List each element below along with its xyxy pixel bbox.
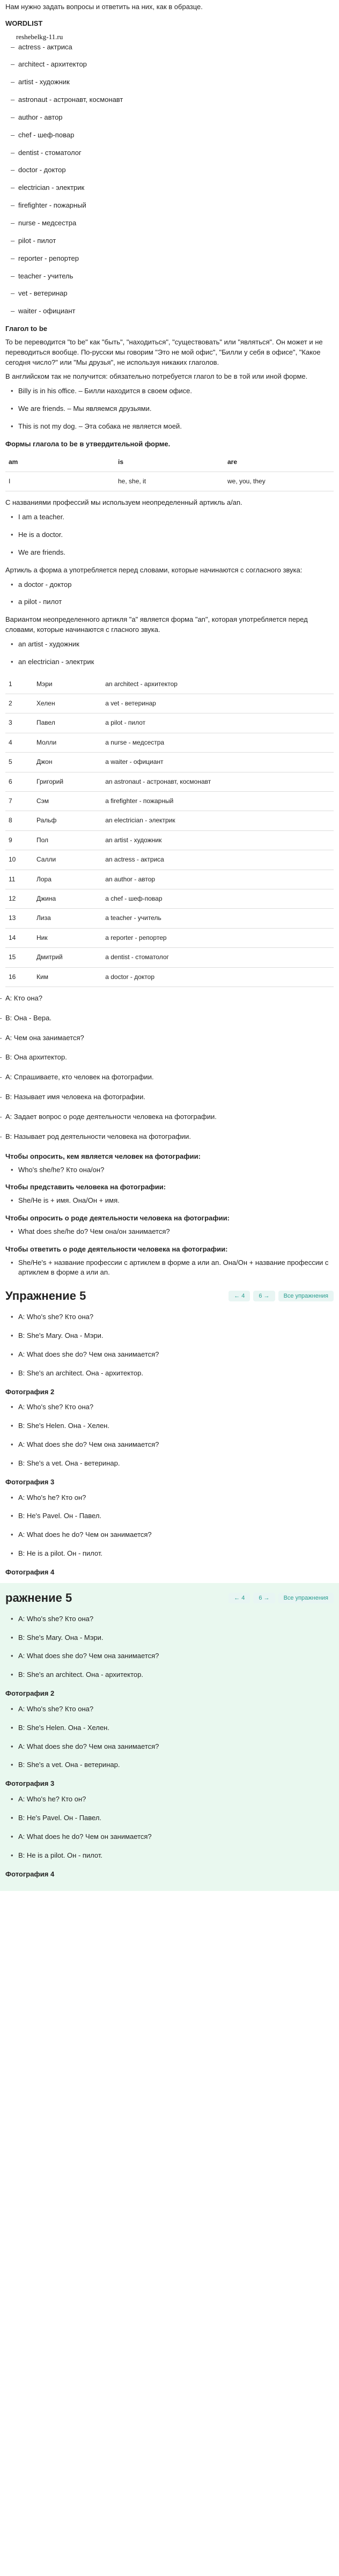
table-cell: Ким	[33, 967, 102, 987]
table-cell: Джина	[33, 889, 102, 908]
wordlist-title: WORDLIST	[5, 19, 43, 27]
table-cell: a firefighter - пожарный	[102, 792, 334, 811]
table-cell: a waiter - официант	[102, 753, 334, 772]
qa-line: – A: Спрашиваете, кто человек на фотографии.	[5, 1072, 334, 1083]
answer-line: • A: What does he do? Чем он занимается?	[18, 1530, 334, 1540]
table-cell: Мэри	[33, 675, 102, 694]
answer-line: • B: She's a vet. Она - ветеринар.	[18, 1459, 334, 1469]
qa-line: – B: Называет имя человека на фотографии.	[5, 1092, 334, 1102]
tobe-example: • Billy is in his office. – Билли находится в своем офисе.	[18, 386, 334, 396]
wordlist-item: – author - автор	[18, 113, 334, 123]
answer-line: • B: She's Mary. Она - Мэри.	[18, 1331, 334, 1341]
table-cell: 6	[5, 772, 33, 791]
tobe-paragraph: To be переводится "to be" как "быть", "находиться", "существовать" или "являться". Он может и не переводиться вообще. По-русски мы говорим "Это не мой офис", "Билли у себя в офисе", "Какое сегодня число?" или "Мы друзья", не используя никаких глаголов.	[5, 337, 323, 366]
table-cell: Сэм	[33, 792, 102, 811]
people-table	[5, 675, 334, 987]
wordlist-item: – waiter - официант	[18, 306, 334, 317]
table-row	[5, 967, 334, 987]
photo-2-answers	[5, 1402, 334, 1468]
all-exercises-button[interactable]: Все упражнения	[278, 1593, 334, 1603]
table-cell: 13	[5, 909, 33, 928]
next-exercise-button[interactable]: 6 →	[253, 1593, 275, 1603]
table-cell: an author - автор	[102, 870, 334, 889]
who-title: Чтобы опросить, кем является человек на фотографии:	[5, 1152, 201, 1160]
prev-exercise-button[interactable]: ← 4	[229, 1593, 250, 1603]
table-cell: Григорий	[33, 772, 102, 791]
table-row	[5, 928, 334, 947]
answer-line: • A: Who's she? Кто она?	[18, 1614, 334, 1624]
table-cell: 3	[5, 713, 33, 733]
answer-line: • B: She's an architect. Она - архитектор.	[18, 1368, 334, 1379]
answer-line: • B: She's an architect. Она - архитектор.	[18, 1670, 334, 1680]
table-cell: Лора	[33, 870, 102, 889]
table-row	[5, 753, 334, 772]
photo-2-title: Фотография 2	[5, 1387, 55, 1396]
forms-header-cell: are	[224, 453, 334, 472]
wordlist-item: – doctor - доктор	[18, 165, 334, 175]
table-row	[5, 675, 334, 694]
what-title: Чтобы опросить о роде деятельности человека на фотографии:	[5, 1214, 230, 1223]
table-cell: a dentist - стоматолог	[102, 948, 334, 967]
wordlist-item: – teacher - учитель	[18, 271, 334, 282]
exercise-title: ражнение 5	[5, 1591, 72, 1605]
answer-line: • B: He is a pilot. Он - пилот.	[18, 1549, 334, 1559]
answer-line: • B: She's Helen. Она - Хелен.	[18, 1723, 334, 1733]
wordlist-item: – vet - ветеринар	[18, 289, 334, 299]
photo-2-title: Фотография 2	[5, 1689, 55, 1698]
forms-cell: we, you, they	[224, 472, 334, 491]
table-row	[5, 713, 334, 733]
answer-line: • A: Who's he? Кто он?	[18, 1493, 334, 1503]
table-cell: a chef - шеф-повар	[102, 889, 334, 908]
answer-line: • A: What does she do? Чем она занимается?	[18, 1742, 334, 1752]
wordlist-item: – nurse - медсестра	[18, 218, 334, 229]
article-paragraph: Артикль a форма a употребляется перед словами, которые начинаются с согласного звука:	[5, 565, 303, 574]
table-cell: 16	[5, 967, 33, 987]
qa-line: – B: Она архитектор.	[5, 1053, 334, 1063]
table-cell: an electrician - электрик	[102, 811, 334, 830]
table-cell: 10	[5, 850, 33, 870]
table-cell: Джон	[33, 753, 102, 772]
table-row	[5, 850, 334, 870]
forms-title: Формы глагола to be в утвердительной форме.	[5, 439, 171, 448]
table-cell: Дмитрий	[33, 948, 102, 967]
present-item: • She/He is + имя. Она/Он + имя.	[18, 1196, 334, 1206]
table-cell: Павел	[33, 713, 102, 733]
table-cell: Лиза	[33, 909, 102, 928]
answer-line: • B: He's Pavel. Он - Павел.	[18, 1511, 334, 1521]
photo-3-title: Фотография 3	[5, 1477, 55, 1486]
exercise-nav	[5, 1287, 334, 1305]
article-example: • an artist - художник	[18, 639, 334, 650]
what-item: • What does she/he do? Чем она/он занимается?	[18, 1227, 334, 1237]
table-row	[5, 948, 334, 967]
qa-line: – A: Задает вопрос о роде деятельности человека на фотографии.	[5, 1112, 334, 1122]
answer-line: • A: What does she do? Чем она занимается?	[18, 1651, 334, 1661]
table-cell: 2	[5, 694, 33, 713]
present-title: Чтобы представить человека на фотографии:	[5, 1183, 166, 1191]
table-cell: 8	[5, 811, 33, 830]
table-cell: 1	[5, 675, 33, 694]
answer-line: • A: Who's she? Кто она?	[18, 1312, 334, 1322]
table-row	[5, 889, 334, 908]
table-row	[5, 733, 334, 752]
prof-example: • I am a teacher.	[18, 512, 334, 522]
tobe-paragraph: В английском так не получится: обязательно потребуется глагол to be в той или иной форме.	[5, 372, 308, 381]
wordlist-item: – architect - архитектор	[18, 60, 334, 70]
table-row	[5, 870, 334, 889]
intro-text: Нам нужно задать вопросы и ответить на них, как в образце.	[5, 3, 203, 11]
qa-list	[5, 993, 334, 1142]
table-cell: a pilot - пилот	[102, 713, 334, 733]
tobe-examples	[5, 386, 334, 432]
table-row	[5, 792, 334, 811]
answer-line: • A: What does he do? Чем он занимается?	[18, 1832, 334, 1842]
all-exercises-button[interactable]: Все упражнения	[278, 1291, 334, 1301]
wordlist-item: – artist - художник	[18, 77, 334, 87]
article-example: • an electrician - электрик	[18, 657, 334, 667]
wordlist-item: – actress - актриса	[18, 42, 334, 53]
table-cell: 5	[5, 753, 33, 772]
table-cell: an architect - архитектор	[102, 675, 334, 694]
watermark: reshebelkg-11.ru	[16, 32, 63, 41]
photo-4-title: Фотография 4	[5, 1567, 55, 1576]
table-cell: a teacher - учитель	[102, 909, 334, 928]
forms-table	[5, 453, 334, 492]
table-cell: 11	[5, 870, 33, 889]
answer-item: • She/He's + название профессии с артиклем в форме a или an. Она/Он + название профессии с артиклем в форме a или an.	[18, 1258, 334, 1278]
answer-line: • A: Who's she? Кто она?	[18, 1704, 334, 1714]
tobe-example: • This is not my dog. – Эта собака не является моей.	[18, 422, 334, 432]
table-cell: Молли	[33, 733, 102, 752]
exercise-title: Упражнение 5	[5, 1289, 86, 1303]
article-example: • a doctor - доктор	[18, 580, 334, 590]
table-cell: Ник	[33, 928, 102, 947]
tobe-example: • We are friends. – Мы являемся друзьями.	[18, 404, 334, 414]
table-cell: 12	[5, 889, 33, 908]
table-cell: Ральф	[33, 811, 102, 830]
green-section	[0, 1583, 339, 1891]
table-row	[5, 694, 334, 713]
wordlist-item: – chef - шеф-повар	[18, 130, 334, 141]
qa-line: – B: Она - Вера.	[5, 1013, 334, 1024]
forms-cell: he, she, it	[115, 472, 224, 491]
answer-line: • B: She's a vet. Она - ветеринар.	[18, 1760, 334, 1770]
wordlist	[5, 42, 334, 317]
prof-paragraph: С названиями профессий мы используем неопределенный артикль a/an.	[5, 498, 242, 507]
photo-1-answers	[5, 1312, 334, 1378]
answer-line: • A: Who's she? Кто она?	[18, 1402, 334, 1412]
article-paragraph: Вариантом неопределенного артикля "a" является форма "an", которая употребляется перед словами, которые начинаются с гласного звука.	[5, 615, 308, 634]
table-row	[5, 772, 334, 791]
table-row	[5, 830, 334, 850]
wordlist-item: – electrician - электрик	[18, 183, 334, 193]
qa-line: – A: Чем она занимается?	[5, 1033, 334, 1043]
prof-list	[5, 512, 334, 558]
answer-line: • B: She's Mary. Она - Мэри.	[18, 1633, 334, 1643]
table-cell: 14	[5, 928, 33, 947]
table-cell: Салли	[33, 850, 102, 870]
photo-4-title: Фотография 4	[5, 1870, 55, 1878]
article-list	[5, 580, 334, 608]
table-cell: an astronaut - астронавт, космонавт	[102, 772, 334, 791]
qa-line: – A: Кто она?	[5, 993, 334, 1004]
article-example: • a pilot - пилот	[18, 597, 334, 607]
forms-cell: I	[5, 472, 115, 491]
answer-line: • B: She's Helen. Она - Хелен.	[18, 1421, 334, 1431]
wordlist-item: – dentist - стоматолог	[18, 148, 334, 158]
prof-example: • He is a doctor.	[18, 530, 334, 540]
forms-header-cell: am	[5, 453, 115, 472]
table-row	[5, 909, 334, 928]
wordlist-item: – reporter - репортер	[18, 254, 334, 264]
wordlist-item: – astronaut - астронавт, космонавт	[18, 95, 334, 105]
photo-2-answers	[5, 1704, 334, 1770]
answer-line: • A: What does she do? Чем она занимается?	[18, 1440, 334, 1450]
wordlist-item: – firefighter - пожарный	[18, 201, 334, 211]
table-cell: an actress - актриса	[102, 850, 334, 870]
next-exercise-button[interactable]: 6 →	[253, 1291, 275, 1301]
table-cell: 15	[5, 948, 33, 967]
photo-3-answers	[5, 1493, 334, 1559]
table-cell: an artist - художник	[102, 830, 334, 850]
table-cell: a reporter - репортер	[102, 928, 334, 947]
photo-3-answers	[5, 1794, 334, 1860]
table-cell: Пол	[33, 830, 102, 850]
answer-line: • A: What does she do? Чем она занимается?	[18, 1350, 334, 1360]
prof-example: • We are friends.	[18, 548, 334, 558]
who-item: • Who's she/he? Кто она/он?	[18, 1165, 334, 1175]
table-row	[5, 811, 334, 830]
exercise-nav	[5, 1583, 334, 1607]
answer-line: • B: He's Pavel. Он - Павел.	[18, 1813, 334, 1823]
table-cell: 7	[5, 792, 33, 811]
tobe-title: Глагол to be	[5, 325, 47, 333]
prev-exercise-button[interactable]: ← 4	[229, 1291, 250, 1301]
answer-line: • B: He is a pilot. Он - пилот.	[18, 1851, 334, 1861]
table-cell: 4	[5, 733, 33, 752]
table-cell: a doctor - доктор	[102, 967, 334, 987]
wordlist-item: – pilot - пилот	[18, 236, 334, 246]
answer-title: Чтобы ответить о роде деятельности человека на фотографии:	[5, 1245, 228, 1253]
table-cell: a nurse - медсестра	[102, 733, 334, 752]
table-cell: Хелен	[33, 694, 102, 713]
table-cell: a vet - ветеринар	[102, 694, 334, 713]
article-list	[5, 639, 334, 667]
photo-3-title: Фотография 3	[5, 1779, 55, 1788]
table-cell: 9	[5, 830, 33, 850]
forms-header-cell: is	[115, 453, 224, 472]
answer-line: • A: Who's he? Кто он?	[18, 1794, 334, 1805]
qa-line: – B: Называет род деятельности человека на фотографии.	[5, 1132, 334, 1142]
photo-1-answers	[5, 1614, 334, 1680]
